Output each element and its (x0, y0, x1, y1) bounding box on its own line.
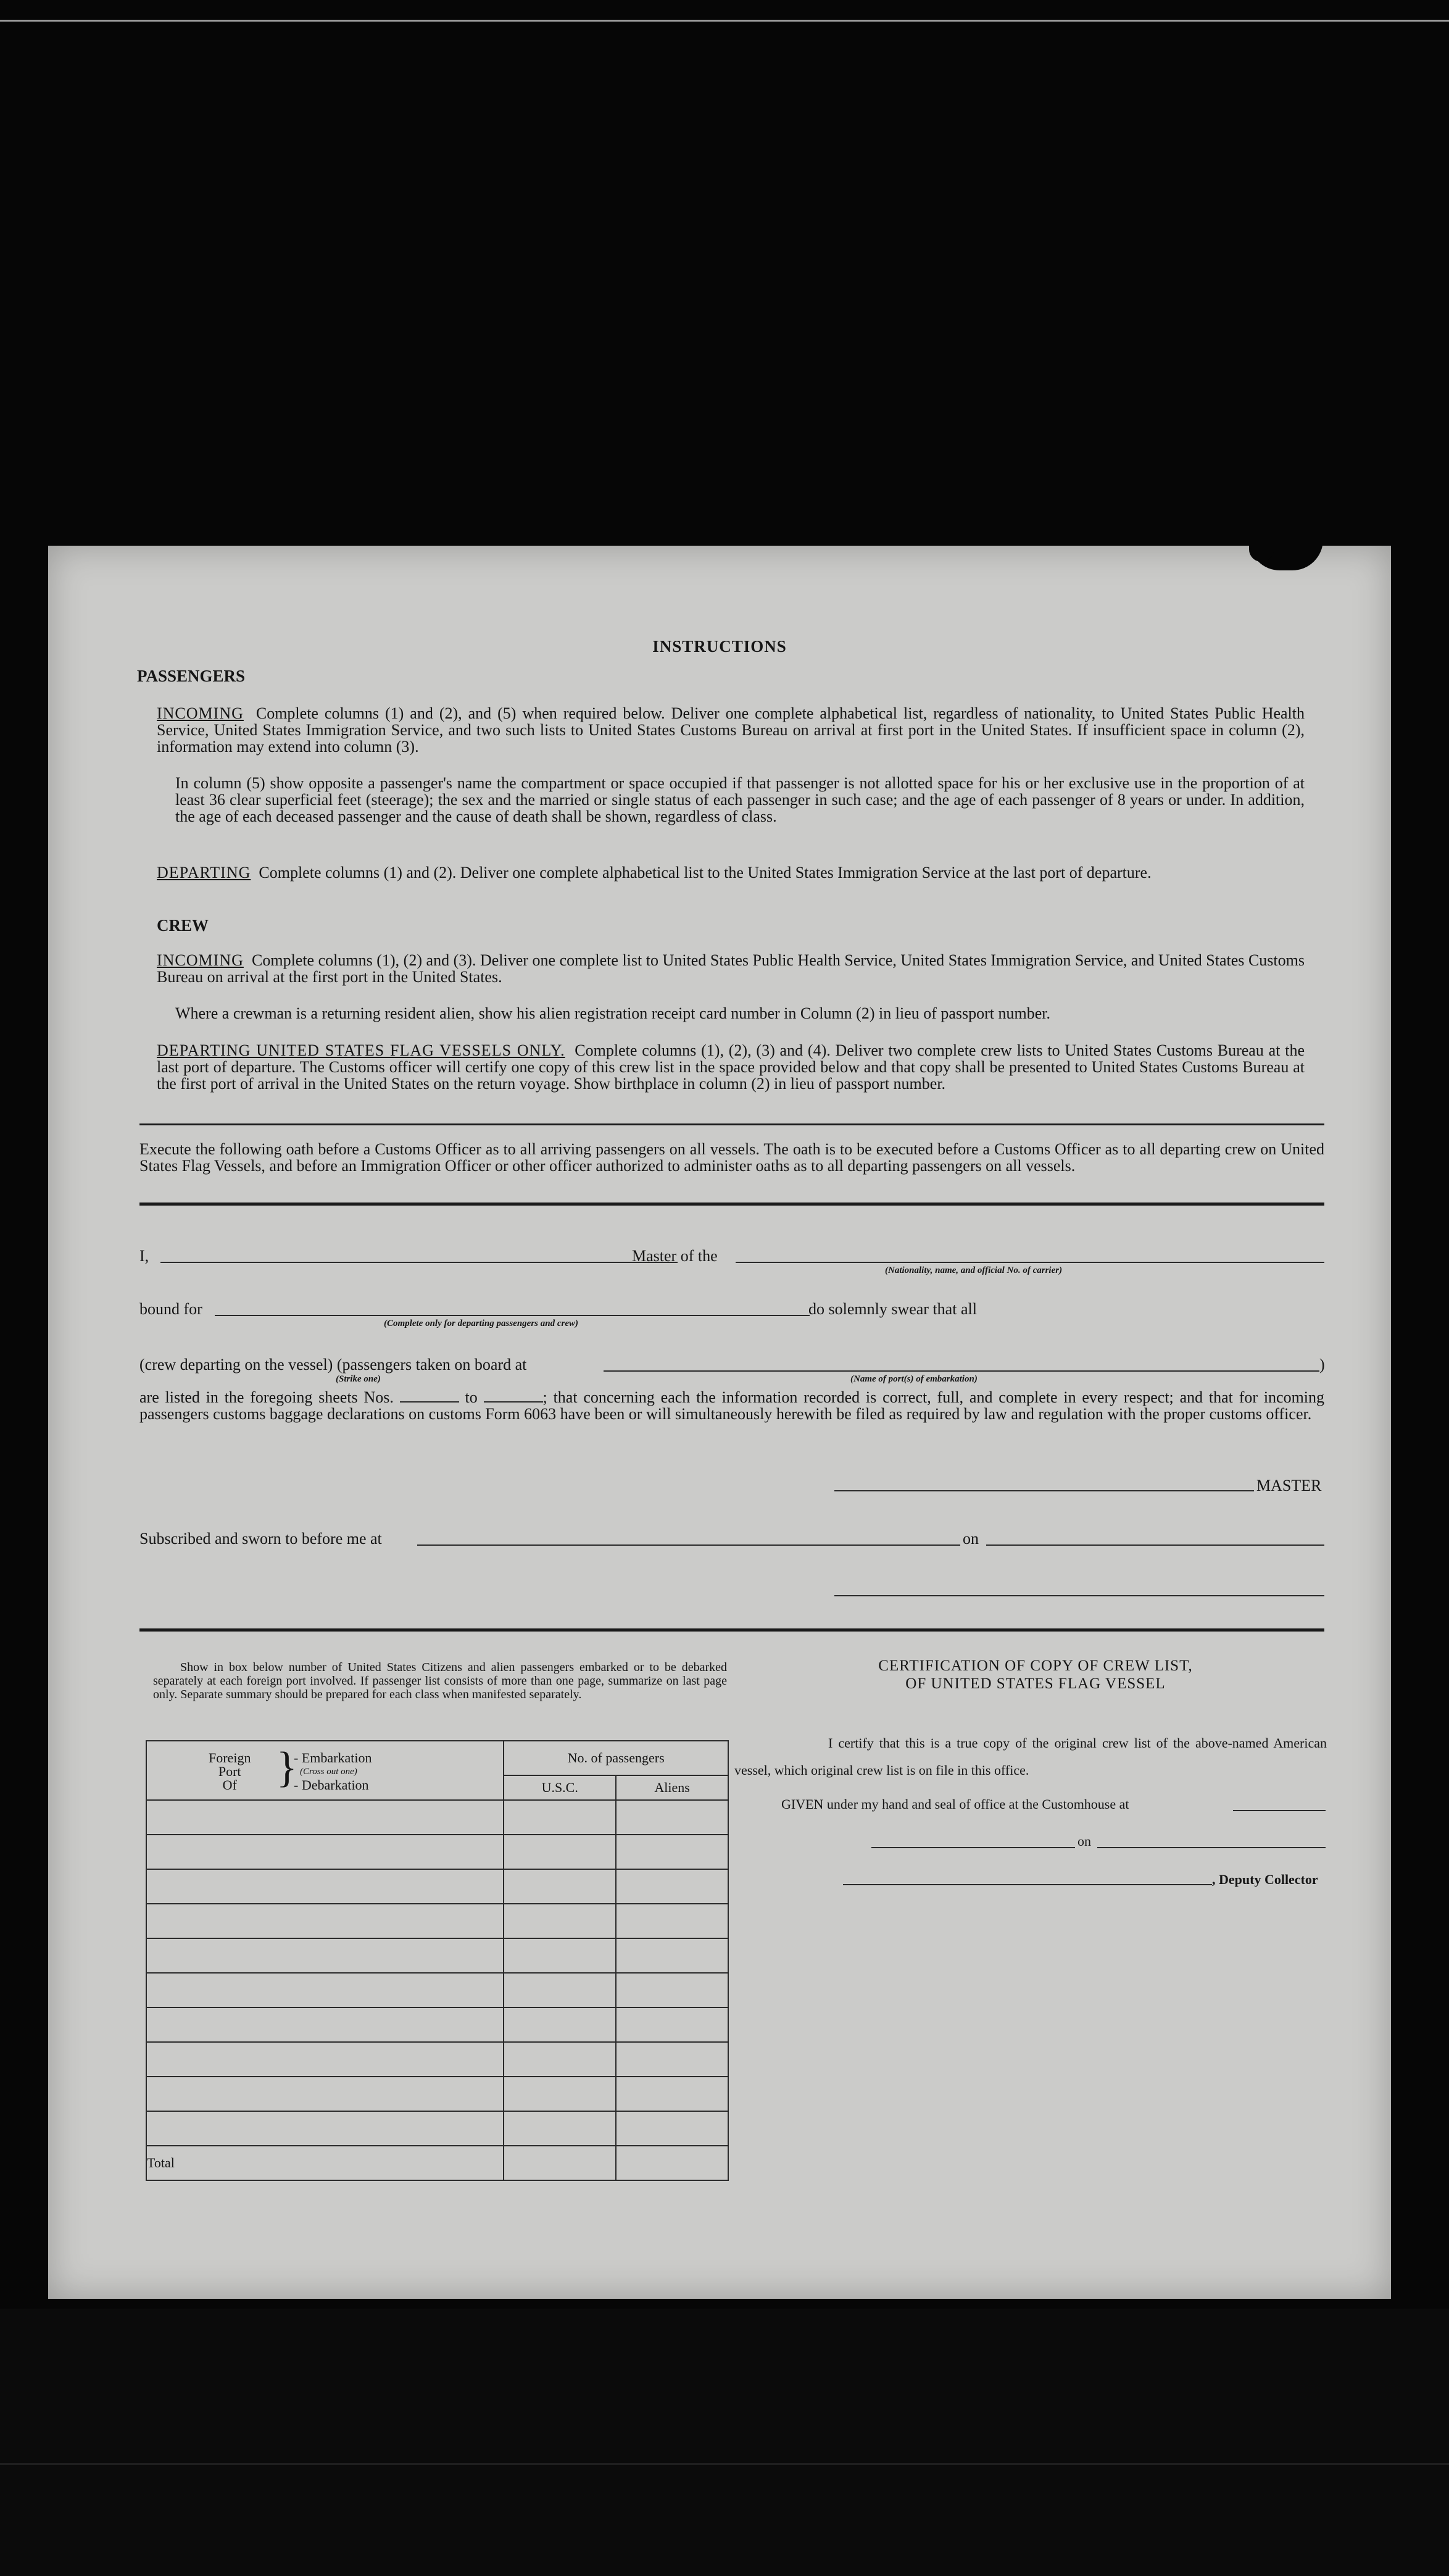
certification-text: I certify that this is a true copy of the original crew list of the above-named American vessel, which original crew list is on file in this office. (734, 1735, 1327, 1778)
oath-ports-line[interactable] (604, 1370, 1319, 1372)
master-signature-line[interactable] (834, 1490, 1254, 1491)
oath-listed-to: to (465, 1388, 478, 1406)
passengers-incoming-label: INCOMING (157, 704, 244, 722)
crew-resident-text: Where a crewman is a returning resident alien, show his alien registration receipt card number in Column (2) in lieu of passport number. (175, 1004, 1051, 1022)
passengers-heading: PASSENGERS (137, 667, 246, 685)
passenger-count-table (146, 1740, 729, 2181)
oath-bound-for: bound for (139, 1300, 202, 1318)
port-cell[interactable] (146, 2077, 504, 2111)
usc-cell[interactable] (504, 1835, 616, 1869)
film-top-rule (0, 20, 1449, 22)
aliens-cell[interactable] (616, 2111, 728, 2146)
usc-cell[interactable] (504, 1973, 616, 2007)
crew-incoming-label: INCOMING (157, 951, 244, 969)
port-cell[interactable] (146, 1800, 504, 1835)
certification-title (820, 1657, 1252, 1693)
document-sheet (48, 546, 1391, 2299)
officer-signature-line[interactable] (834, 1595, 1324, 1596)
table-row (146, 1904, 728, 1938)
debarkation-label: - Debarkation (294, 1777, 369, 1793)
crew-incoming-text: Complete columns (1), (2) and (3). Deliver one complete list to United States Public Health Service, United States Immigration Service, and United States Customs Bureau on arrival at the first port in the United States. (157, 951, 1305, 986)
oath-close-paren: ) (1319, 1356, 1325, 1373)
crew-heading: CREW (157, 916, 209, 935)
oath-bound-line[interactable] (215, 1315, 810, 1316)
total-usc-cell[interactable] (504, 2146, 616, 2180)
usc-header: U.S.C. (504, 1775, 616, 1800)
port-cell[interactable] (146, 2007, 504, 2042)
table-row (146, 1800, 728, 1835)
table-row (146, 2007, 728, 2042)
oath-ports-note: (Name of port(s) of embarkation) (850, 1374, 978, 1384)
port-cell[interactable] (146, 1869, 504, 1904)
aliens-cell[interactable] (616, 2077, 728, 2111)
subscribed-date-line[interactable] (986, 1544, 1324, 1546)
oath-intro: Execute the following oath before a Customs Officer as to all arriving passengers on all vessels. The oath is to be executed before a Customs Officer as to all departing crew on United States Flag Vessels, and before an Immigration Officer or other officer authorized to administer oaths as to all departing passengers on all vessels. (139, 1140, 1324, 1175)
oath-i-label: I, (139, 1247, 149, 1265)
table-row (146, 1869, 728, 1904)
oath-strike-one: (Strike one) (336, 1374, 381, 1384)
oath-nationality-note: (Nationality, name, and official No. of carrier) (885, 1265, 1063, 1275)
cross-out-label: (Cross out one) (300, 1767, 357, 1777)
certification-place-line[interactable] (871, 1847, 1075, 1848)
subscribed-place-line[interactable] (417, 1544, 960, 1546)
passengers-column5-text: In column (5) show opposite a passenger's name the compartment or space occupied if that passenger is not allotted space for his or her exclusive use in the proportion of at least 36 clear superficial feet (steerage); the sex and the married or single status of each passenger in such case; and the age of each passenger of 8 years or under. In addition, the age of each deceased passenger and the cause of death shall be shown, regardless of class. (175, 774, 1305, 825)
passengers-incoming-text: Complete columns (1) and (2), and (5) when required below. Deliver one complete alphabetical list, regardless of nationality, to United States Public Health Service, United States Immigration Service, and two such lists to United States Customs Bureau on arrival at first port in the United States. If insufficient space in column (2), information may extend into column (3). (157, 704, 1305, 756)
passengers-column5-paragraph (175, 775, 1305, 825)
crew-departing-label: DEPARTING UNITED STATES FLAG VESSELS ONLY. (157, 1041, 565, 1059)
film-margin-strip (0, 2309, 1449, 2576)
table-row (146, 1938, 728, 1973)
port-cell[interactable] (146, 1835, 504, 1869)
certification-given: GIVEN under my hand and seal of office at the Customhouse at (781, 1796, 1129, 1812)
crew-resident-paragraph (175, 1005, 1305, 1022)
oath-carrier-line[interactable] (736, 1262, 1324, 1263)
oath-top-rule (139, 1203, 1324, 1206)
passengers-incoming-paragraph (157, 705, 1305, 755)
passengers-departing-text: Complete columns (1) and (2). Deliver one complete alphabetical list to the United States Immigration Service at the last port of departure. (259, 864, 1152, 882)
foreign-port-header (146, 1741, 504, 1800)
aliens-header: Aliens (616, 1775, 728, 1800)
passenger-box-instructions: Show in box below number of United States Citizens and alien passengers embarked or to be debarked separately at each foreign port involved. If passenger list consists of more than one page, summarize on last page only. Separate summary should be prepared for each class when manifested separately. (153, 1661, 727, 1701)
deputy-collector-label: , Deputy Collector (1212, 1872, 1318, 1887)
aliens-cell[interactable] (616, 1869, 728, 1904)
port-cell[interactable] (146, 2042, 504, 2077)
port-cell[interactable] (146, 1938, 504, 1973)
no-of-passengers-header: No. of passengers (504, 1741, 728, 1775)
aliens-cell[interactable] (616, 1800, 728, 1835)
crew-incoming-paragraph (157, 952, 1305, 985)
aliens-cell[interactable] (616, 1904, 728, 1938)
port-cell[interactable] (146, 1973, 504, 2007)
certification-on: on (1077, 1833, 1091, 1849)
deputy-signature-line[interactable] (843, 1884, 1212, 1885)
usc-cell[interactable] (504, 1800, 616, 1835)
certification-title-line2: OF UNITED STATES FLAG VESSEL (905, 1675, 1166, 1692)
table-row (146, 1973, 728, 2007)
subscribed-on: on (963, 1530, 979, 1548)
divider-rule (139, 1123, 1324, 1125)
subscribed-label: Subscribed and sworn to before me at (139, 1530, 382, 1548)
port-cell[interactable] (146, 2111, 504, 2146)
crew-departing-text: Complete columns (1), (2), (3) and (4). Deliver two complete crew lists to United States Customs Bureau at the last port of departure. The Customs officer will certify one copy of this crew list in the space provided below and that copy shall be presented to United States Customs Bureau at the first port of arrival in the United States on the return voyage. Show birthplace in column (2) in lieu of passport number. (157, 1041, 1305, 1093)
passengers-departing-paragraph (157, 864, 1305, 881)
customhouse-line[interactable] (1233, 1810, 1326, 1811)
table-row (146, 2111, 728, 2146)
oath-swear: do solemnly swear that all (808, 1300, 977, 1318)
certification-date-line[interactable] (1097, 1847, 1326, 1848)
embark-debark-labels (294, 1751, 372, 1792)
aliens-cell[interactable] (616, 2007, 728, 2042)
port-cell[interactable] (146, 1904, 504, 1938)
oath-complete-only-note: (Complete only for departing passengers and crew) (384, 1319, 578, 1328)
oath-sheet-to-line[interactable] (484, 1401, 543, 1403)
usc-cell[interactable] (504, 2007, 616, 2042)
aliens-cell[interactable] (616, 2042, 728, 2077)
embarkation-label: - Embarkation (294, 1750, 372, 1765)
oath-sheet-from-line[interactable] (400, 1401, 459, 1403)
aliens-cell[interactable] (616, 1835, 728, 1869)
crew-departing-paragraph (157, 1042, 1305, 1092)
oath-name-line[interactable] (160, 1262, 678, 1263)
total-label: Total (146, 2146, 504, 2180)
table-row (146, 1835, 728, 1869)
foreign-port-label: Foreign Port Of (209, 1750, 251, 1793)
oath-master-of: Master of the (632, 1247, 718, 1265)
usc-cell[interactable] (504, 2042, 616, 2077)
total-row (146, 2146, 728, 2180)
oath-crew-departing: (crew departing on the vessel) (passengers taken on board at (139, 1356, 527, 1373)
table-row (146, 2077, 728, 2111)
oath-listed-prefix: are listed in the foregoing sheets Nos. (139, 1388, 394, 1406)
aliens-cell[interactable] (616, 1938, 728, 1973)
oath-listed-paragraph (139, 1389, 1324, 1422)
usc-cell[interactable] (504, 1904, 616, 1938)
usc-cell[interactable] (504, 1869, 616, 1904)
total-aliens-cell[interactable] (616, 2146, 728, 2180)
oath-listed-rest: ; that concerning each the information recorded is correct, full, and complete in every respect; and that for incoming passengers customs baggage declarations on customs Form 6063 have been or will simultaneously herewith be filed as required by law and regulation with the proper customs officer. (139, 1388, 1325, 1423)
instructions-title: INSTRUCTIONS (652, 637, 787, 656)
table-row (146, 2042, 728, 2077)
aliens-cell[interactable] (616, 1973, 728, 2007)
usc-cell[interactable] (504, 1938, 616, 1973)
usc-cell[interactable] (504, 2111, 616, 2146)
passengers-departing-label: DEPARTING (157, 864, 251, 882)
oath-bottom-rule (139, 1628, 1324, 1632)
certification-title-line1: CERTIFICATION OF COPY OF CREW LIST, (878, 1657, 1193, 1674)
brace-glyph: } (276, 1744, 297, 1791)
master-label: MASTER (1256, 1477, 1322, 1494)
usc-cell[interactable] (504, 2077, 616, 2111)
